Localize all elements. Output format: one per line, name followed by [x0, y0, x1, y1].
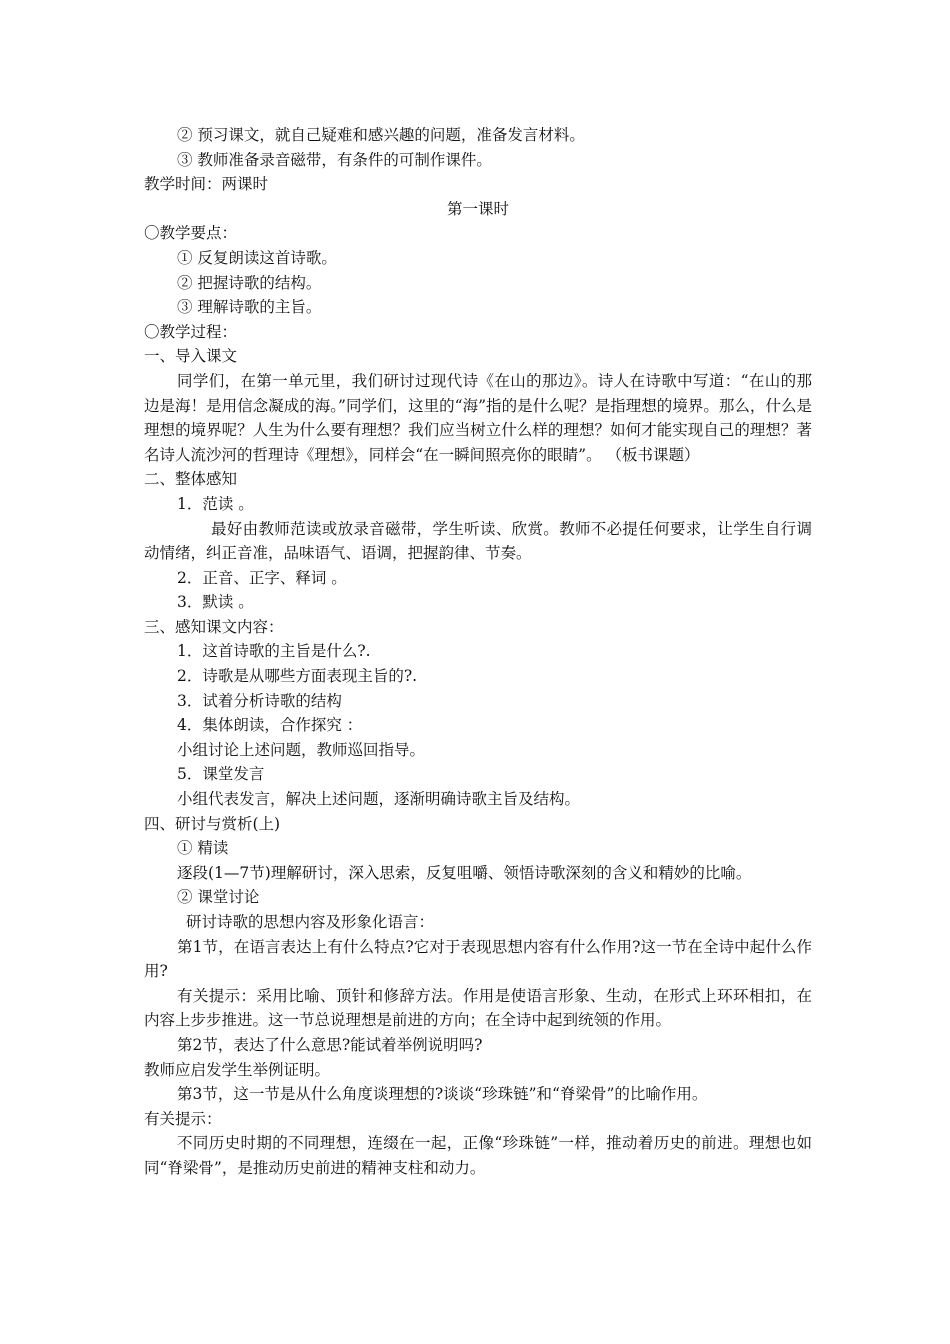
- lesson-plan-text: [144, 123, 812, 1181]
- intensive-reading-heading: ① 精读: [177, 839, 229, 858]
- question-5: 5．课堂发言: [177, 765, 265, 784]
- discussion-intro: 研讨诗歌的思想内容及形象化语言：: [186, 913, 435, 931]
- section-3-heading: 三、感知课文内容：: [144, 617, 284, 636]
- prep-item-3: ③ 教师准备录音磁带，有条件的可制作课件。: [177, 150, 492, 169]
- process-heading: 〇教学过程：: [144, 322, 238, 341]
- stanza-1-question: 第1节，在语言表达上有什么特点?它对于表现思想内容有什么作用?这一节在全诗中起什么作用?: [144, 937, 812, 981]
- step-silent-reading: 3．默读 。: [177, 593, 254, 612]
- question-3: 3．试着分析诗歌的结构: [177, 691, 342, 710]
- intro-paragraph: 同学们，在第一单元里，我们研讨过现代诗《在山的那边》。诗人在诗歌中写道：“在山的那边是海！是用信念凝成的海。”同学们，这里的“海”指的是什么呢？是指理想的境界。那么，什么是理想的境界呢？人生为什么要有理想？我们应当树立什么样的理想？如何才能实现自己的理想？著名诗人流沙河的哲理诗《理想》，同样会“在一瞬间照亮你的眼睛”。 （板书课题）: [144, 371, 812, 464]
- key-point-2: ② 把握诗歌的结构。: [177, 273, 322, 292]
- speech-note: 小组代表发言，解决上述问题，逐渐明确诗歌主旨及结构。: [177, 790, 581, 809]
- stanza-2-question: 第2节，表达了什么意思?能试着举例说明吗?: [177, 1035, 483, 1054]
- key-point-1: ① 反复朗读这首诗歌。: [177, 248, 337, 267]
- section-1-heading: 一、导入课文: [144, 347, 238, 366]
- stanza-1-hint: 有关提示：采用比喻、顶针和修辞方法。作用是使语言形象、生动，在形式上环环相扣，在内容上步步推进。这一节总说理想是前进的方向；在全诗中起到统领的作用。: [144, 986, 812, 1030]
- stanza-2-hint: 教师应启发学生举例证明。: [144, 1060, 331, 1079]
- model-reading-paragraph: 最好由教师范读或放录音磁带，学生听读、欣赏。教师不必提任何要求，让学生自行调动情绪，纠正音准，品味语气、语调，把握韵律、节奏。: [144, 519, 812, 563]
- section-2-heading: 二、整体感知: [144, 470, 238, 489]
- group-discussion-note: 小组讨论上述问题，教师巡回指导。: [177, 740, 426, 759]
- step-model-reading: 1．范读 。: [177, 494, 254, 513]
- teaching-time: 教学时间：两课时: [144, 175, 269, 194]
- intensive-reading-note: 逐段(1—7节)理解研讨，深入思索，反复咀嚼、领悟诗歌深刻的含义和精妙的比喻。: [177, 863, 752, 882]
- key-points-heading: 〇教学要点：: [144, 224, 238, 243]
- lesson-heading: 第一课时: [446, 199, 509, 218]
- step-pronunciation: 2．正音、正字、释词 。: [177, 568, 347, 587]
- stanza-3-hint: 不同历史时期的不同理想，连缀在一起，正像“珍珠链”一样，推动着历史的前进。理想也如同“脊梁骨”，是推动历史前进的精神支柱和动力。: [144, 1134, 812, 1177]
- question-2: 2．诗歌是从哪些方面表现主旨的?.: [177, 667, 418, 686]
- question-4: 4．集体朗读，合作探究 ：: [177, 716, 363, 735]
- stanza-3-question: 第3节，这一节是从什么角度谈理想的?谈谈“珍珠链”和“脊梁骨”的比喻作用。: [177, 1085, 708, 1104]
- key-point-3: ③ 理解诗歌的主旨。: [177, 298, 322, 317]
- stanza-3-hint-label: 有关提示：: [144, 1109, 222, 1128]
- section-4-heading: 四、研讨与赏析(上): [144, 814, 281, 833]
- prep-item-2: ② 预习课文，就自己疑难和感兴趣的问题，准备发言材料。: [177, 126, 585, 144]
- question-1: 1．这首诗歌的主旨是什么?.: [177, 642, 371, 661]
- class-discussion-heading: ② 课堂讨论: [177, 888, 260, 907]
